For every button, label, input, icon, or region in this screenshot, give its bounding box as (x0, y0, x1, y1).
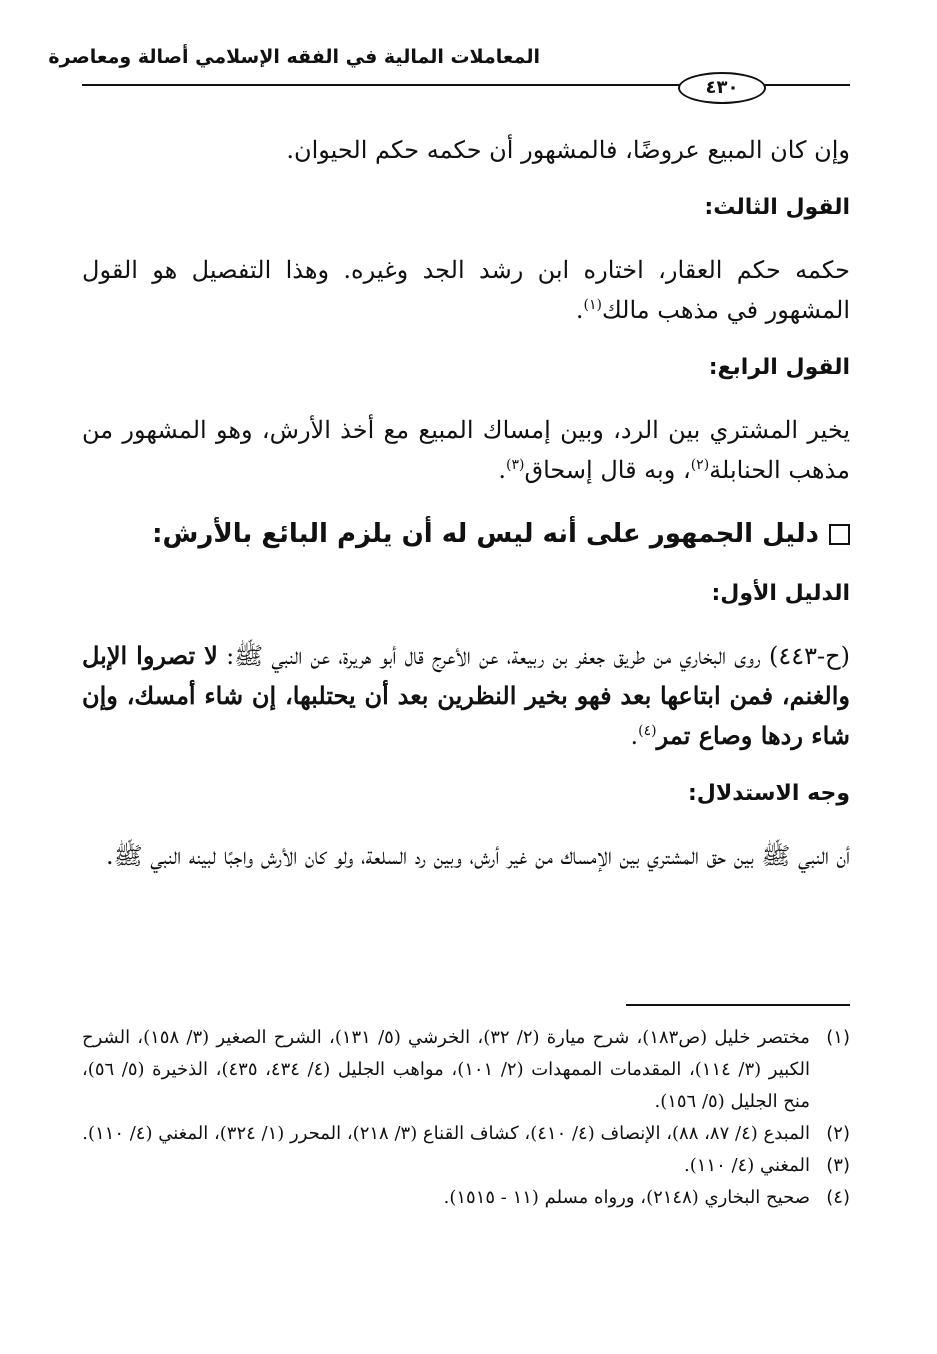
section-heading-text: دليل الجمهور على أنه ليس له أن يلزم البائع بالأرش: (152, 519, 819, 549)
footnote-text: صحيح البخاري (٢١٤٨)، ورواه مسلم (١١ - ١٥١٥). (443, 1187, 810, 1208)
page-number: ٤٣٠ (678, 72, 766, 104)
heading-first-evidence: الدليل الأول: (711, 581, 850, 606)
paragraph (82, 410, 850, 490)
footnote-rule (626, 1004, 850, 1006)
punct: . (498, 456, 507, 484)
footnote-ref[interactable]: (١) (583, 297, 602, 313)
footnote-number: (٢) (826, 1123, 850, 1144)
running-title: المعاملات المالية في الفقه الإسلامي أصالة ومعاصرة (48, 46, 540, 68)
footnote-number: (٣) (826, 1155, 850, 1176)
hadith-text: لا تصروا الإبل والغنم، فمن ابتاعها بعد فهو بخير النظرين بعد أن يحتلبها، إن شاء أمسك، وإن شاء ردها وصاع تمر (82, 641, 850, 750)
footnote-number: (٤) (826, 1187, 850, 1208)
footnote-ref[interactable]: (٣) (506, 457, 525, 473)
square-bullet-icon (829, 524, 850, 545)
footnote-text: المبدع (٤/ ٨٧، ٨٨)، الإنصاف (٤/ ٤١٠)، كشاف القناع (٣/ ٢١٨)، المحرر (١/ ٣٢٤)، المغني (٤/ ١١٠). (82, 1123, 810, 1144)
punct: . (575, 296, 584, 324)
footnote (82, 1150, 850, 1182)
footnotes (82, 1022, 850, 1214)
footnote-ref[interactable]: (٤) (638, 723, 657, 739)
main-text (82, 130, 850, 876)
footnote (82, 1118, 850, 1150)
footnote-ref[interactable]: (٢) (690, 457, 710, 473)
section-heading (82, 512, 850, 556)
heading-fourth-opinion: القول الرابع: (708, 355, 850, 380)
paragraph-text: يخير المشتري بين الرد، وبين إمساك المبيع مع أخذ الأرش، وهو المشهور من مذهب الحنابلة (82, 416, 850, 484)
paragraph (82, 250, 850, 330)
footnote (82, 1022, 850, 1118)
paragraph-text: (ح-٤٤٣) روى البخاري من طريق جعفر بن ربيعة، عن الأعرج قال أبو هريرة، عن النبي ﷺ: (217, 642, 850, 670)
punct: . (630, 722, 639, 750)
paragraph: وإن كان المبيع عروضًا، فالمشهور أن حكمه حكم الحيوان. (286, 136, 850, 164)
paragraph-hadith (82, 636, 850, 756)
heading-third-opinion: القول الثالث: (704, 195, 850, 220)
heading-inference: وجه الاستدلال: (687, 781, 850, 806)
footnote (82, 1182, 850, 1214)
footnote-number: (١) (826, 1027, 850, 1048)
page-header (48, 42, 850, 98)
paragraph-text: ، وبه قال إسحاق (524, 456, 691, 484)
footnote-text: مختصر خليل (ص١٨٣)، شرح ميارة (٢/ ٣٢)، الخرشي (٥/ ١٣١)، الشرح الصغير (٣/ ١٥٨)، الشرح الكبير (٣/ ١١٤)، المقدمات الممهدات (٢/ ١٠١)، مواهب الجليل (٤/ ٤٣٤، ٤٣٥)، الذخيرة (٥/ ٥٦)، منح الجليل (٥/ ١٥٦). (82, 1027, 811, 1112)
paragraph-text: حكمه حكم العقار، اختاره ابن رشد الجد وغيره. وهذا التفصيل هو القول المشهور في مذهب مالك (82, 256, 850, 324)
paragraph: أن النبي ﷺ بين حق المشتري بين الإمساك من غير أرش، وبين رد السلعة، ولو كان الأرش واجبًا لبينه النبي ﷺ. (106, 842, 850, 870)
footnote-text: المغني (٤/ ١١٠). (684, 1155, 810, 1176)
